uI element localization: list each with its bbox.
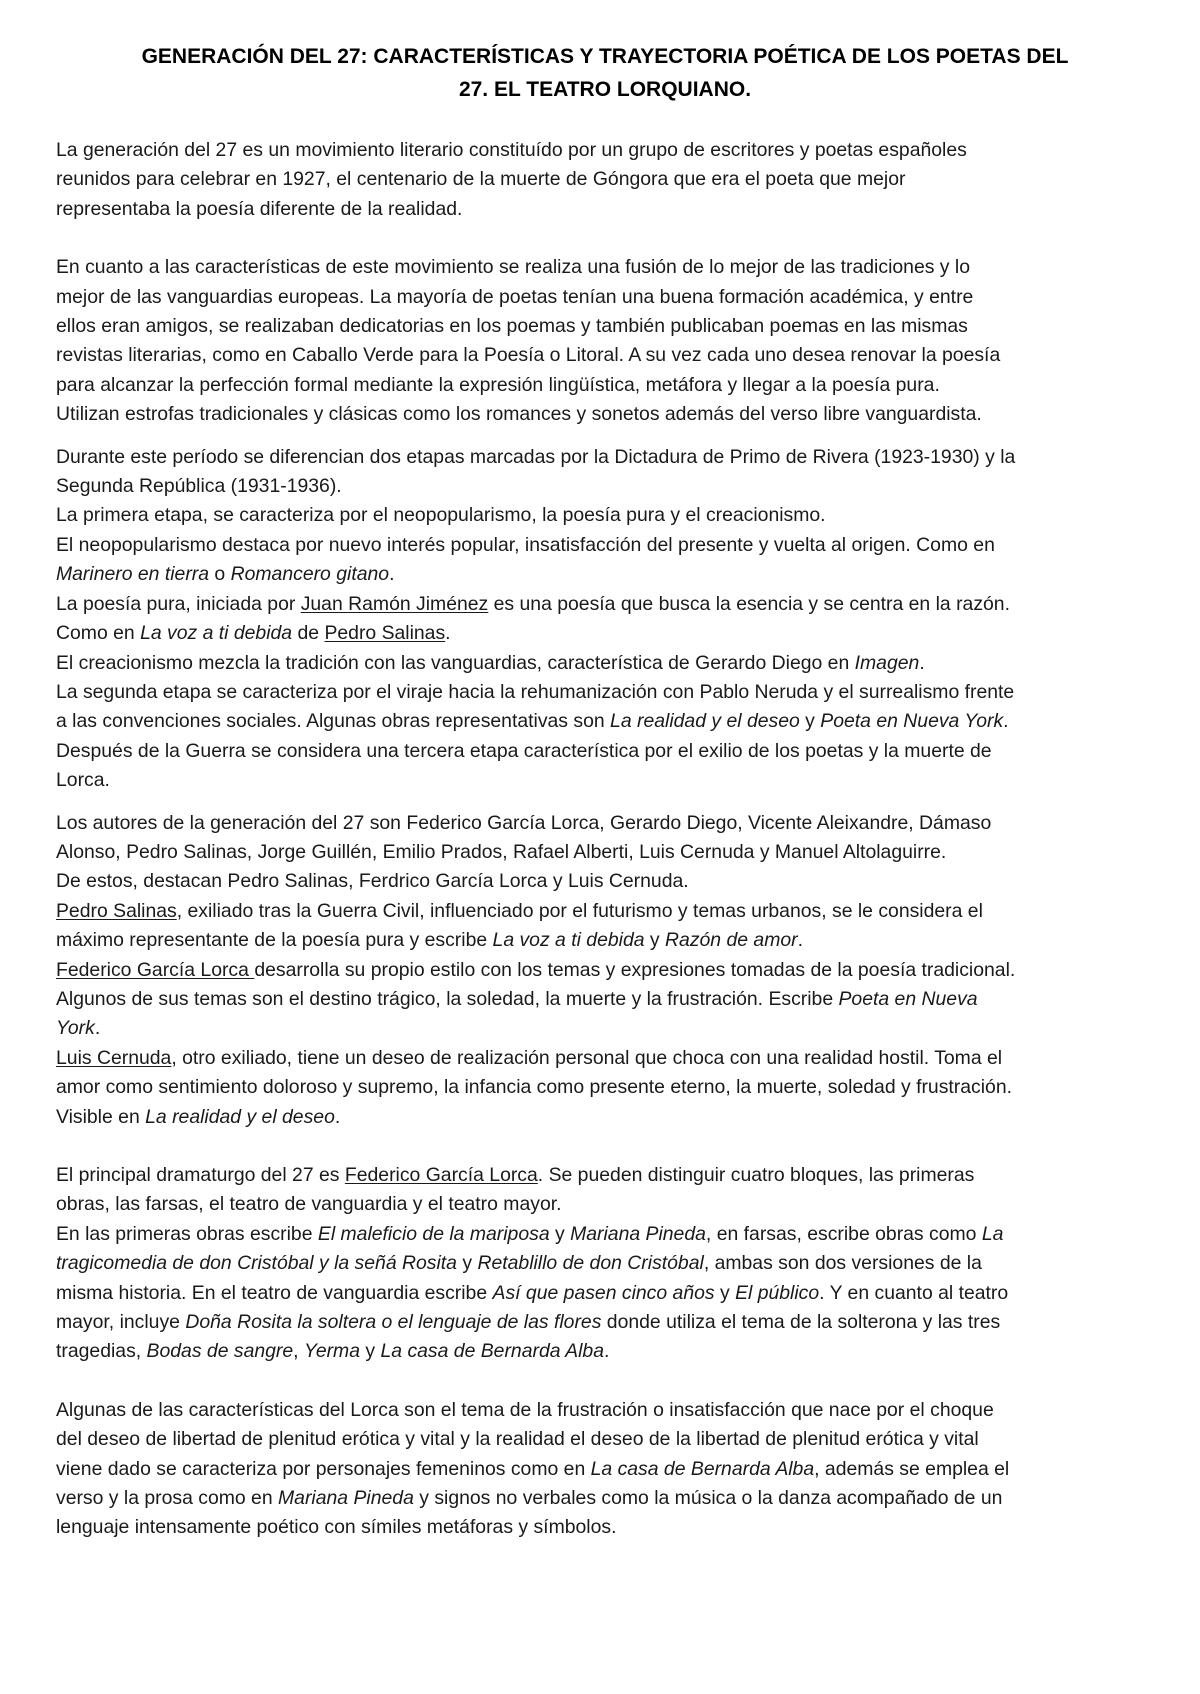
- text-run: y: [799, 710, 821, 733]
- work-title: York: [56, 1017, 95, 1040]
- text-run: .: [797, 929, 803, 952]
- text-line: El neopopularismo destaca por nuevo interés popular, insatisfacción del presente y vuelta al origen. Como en: [56, 533, 995, 556]
- text-run: .: [919, 651, 925, 674]
- work-title: Retablillo de don Cristóbal: [477, 1252, 704, 1275]
- work-title: Yerma: [303, 1340, 360, 1363]
- author-name: Pedro Salinas: [324, 622, 446, 645]
- text-run: mayor, incluye: [56, 1311, 186, 1334]
- text-line: [56, 956, 1160, 985]
- text-line: Después de la Guerra se considera una tercera etapa característica por el exilio de los poetas y la muerte de: [56, 739, 992, 762]
- text-run: a las convenciones sociales. Algunas obras representativas son: [56, 710, 611, 733]
- text-line: [56, 560, 1160, 589]
- author-name: Juan Ramón Jiménez: [300, 592, 489, 615]
- author-name: Federico García Lorca: [56, 958, 255, 981]
- text-run: .: [334, 1105, 341, 1128]
- text-run: . Se pueden distinguir cuatro bloques, las primeras: [537, 1164, 975, 1186]
- paragraph-spacer: [56, 1132, 1160, 1161]
- text-run: El principal dramaturgo del 27 es: [56, 1164, 345, 1186]
- work-title: tragicomedia de don Cristóbal y la señá Rosita: [56, 1252, 457, 1275]
- text-line: revistas literarias, como en Caballo Verde para la Poesía o Litoral. A su vez cada uno desea renovar la poesía: [56, 344, 1001, 367]
- paragraph-spacer: [56, 796, 1160, 809]
- text-line: Algunas de las características del Lorca son el tema de la frustración o insatisfacción que nace por el choque: [56, 1398, 994, 1421]
- text-line: [56, 1337, 1160, 1366]
- work-title: El maleficio de la mariposa: [317, 1222, 550, 1245]
- text-line: [56, 1103, 1160, 1132]
- text-line: [56, 1014, 1160, 1043]
- text-run: y: [456, 1252, 478, 1275]
- text-run: de: [292, 622, 325, 645]
- text-line: reunidos para celebrar en 1927, el centenario de la muerte de Góngora que era el poeta que mejor: [56, 168, 906, 191]
- document-title: [56, 40, 1160, 106]
- work-title: La realidad y el deseo: [145, 1105, 335, 1128]
- text-line: [56, 707, 1160, 736]
- text-line: [56, 897, 1160, 926]
- text-run: .: [1003, 710, 1009, 733]
- text-line: representaba la poesía diferente de la realidad.: [56, 197, 463, 220]
- text-line: obras, las farsas, el teatro de vanguardia y el teatro mayor.: [56, 1193, 562, 1216]
- text-run: Algunos de sus temas son el destino trágico, la soledad, la muerte y la frustración. Escribe: [56, 987, 839, 1010]
- text-line: Los autores de la generación del 27 son Federico García Lorca, Gerardo Diego, Vicente Aleixandre, Dámaso: [56, 811, 992, 834]
- text-line: [56, 1455, 1160, 1484]
- text-run: .: [604, 1340, 610, 1363]
- text-line: Lorca.: [56, 769, 110, 792]
- work-title: La voz a ti debida: [140, 622, 293, 645]
- text-run: La poesía pura, iniciada por: [56, 592, 301, 615]
- work-title: Así que pasen cinco años: [492, 1281, 715, 1304]
- work-title: Razón de amor: [665, 929, 798, 952]
- text-line: La generación del 27 es un movimiento literario constituído por un grupo de escritores y poetas españoles: [56, 139, 967, 161]
- text-line: De estos, destacan Pedro Salinas, Ferdrico García Lorca y Luis Cernuda.: [56, 870, 689, 893]
- text-line: Durante este período se diferencian dos etapas marcadas por la Dictadura de Primo de Rivera (1923-1930) y la: [56, 445, 1016, 468]
- text-run: y: [549, 1222, 571, 1245]
- title-line: 27. EL TEATRO LORQUIANO.: [458, 78, 752, 101]
- text-run: misma historia. En el teatro de vanguardia escribe: [56, 1281, 493, 1304]
- paragraph-spacer: [56, 224, 1160, 253]
- paragraph-stages: [56, 443, 1160, 796]
- text-run: y: [714, 1281, 736, 1304]
- text-run: El creacionismo mezcla la tradición con las vanguardias, característica de Gerardo Diego en: [56, 651, 855, 674]
- text-line: [56, 1044, 1160, 1073]
- text-run: máximo representante de la poesía pura y escribe: [56, 929, 493, 952]
- text-run: es una poesía que busca la esencia y se centra en la razón.: [488, 592, 1010, 615]
- text-run: En las primeras obras escribe: [56, 1222, 318, 1245]
- work-title: Romancero gitano: [230, 563, 390, 586]
- text-run: viene dado se caracteriza por personajes femeninos como en: [56, 1457, 591, 1480]
- text-run: , ambas son dos versiones de la: [703, 1252, 982, 1275]
- author-name: Federico García Lorca: [344, 1164, 538, 1186]
- paragraph-characteristics: [56, 253, 1160, 429]
- paragraph-intro: [56, 136, 1160, 224]
- work-title: La voz a ti debida: [492, 929, 645, 952]
- text-line: [56, 649, 1160, 678]
- text-run: .: [94, 1017, 101, 1040]
- title-line: GENERACIÓN DEL 27: CARACTERÍSTICAS Y TRAYECTORIA POÉTICA DE LOS POETAS DEL: [141, 45, 1069, 68]
- work-title: La casa de Bernarda Alba: [380, 1340, 604, 1363]
- work-title: La: [981, 1222, 1004, 1245]
- author-name: Luis Cernuda: [56, 1046, 172, 1069]
- text-line: ellos eran amigos, se realizaban dedicatorias en los poemas y también publicaban poemas en las mismas: [56, 315, 968, 338]
- work-title: Bodas de sangre: [146, 1340, 294, 1363]
- text-line: La segunda etapa se caracteriza por el viraje hacia la rehumanización con Pablo Neruda y el surrealismo frente: [56, 680, 1015, 703]
- text-run: , exiliado tras la Guerra Civil, influenciado por el futurismo y temas urbanos, se le considera el: [176, 899, 983, 922]
- text-run: y: [644, 929, 666, 952]
- work-title: Marinero en tierra: [56, 563, 210, 586]
- work-title: Imagen: [854, 651, 920, 674]
- work-title: Poeta en Nueva: [838, 987, 978, 1010]
- text-line: [56, 1279, 1160, 1308]
- text-line: [56, 619, 1160, 648]
- text-run: ,: [293, 1340, 304, 1363]
- text-line: Segunda República (1931-1936).: [56, 475, 342, 498]
- text-run: .: [389, 563, 395, 586]
- text-run: , en farsas, escribe obras como: [705, 1222, 982, 1245]
- text-run: verso y la prosa como en: [56, 1487, 279, 1510]
- text-run: y signos no verbales como la música o la danza acompañado de un: [413, 1487, 1003, 1510]
- work-title: La realidad y el deseo: [610, 710, 800, 733]
- text-line: [56, 1484, 1160, 1513]
- text-line: del deseo de libertad de plenitud erótica y vital y la realidad el deseo de la libertad de plenitud erótica y vital: [56, 1428, 979, 1451]
- paragraph-lorca-features: [56, 1396, 1160, 1543]
- text-line: [56, 1220, 1160, 1249]
- text-line: amor como sentimiento doloroso y supremo, la infancia como presente eterno, la muerte, soledad y frustración.: [56, 1076, 1013, 1099]
- text-line: [56, 590, 1160, 619]
- text-run: , además se emplea el: [814, 1457, 1010, 1480]
- work-title: Doña Rosita la soltera o el lenguaje de las flores: [185, 1311, 602, 1334]
- work-title: Poeta en Nueva York: [820, 710, 1004, 733]
- text-run: o: [209, 563, 231, 586]
- text-run: . Y en cuanto al teatro: [819, 1281, 1009, 1304]
- text-line: lenguaje intensamente poético con símiles metáforas y símbolos.: [56, 1516, 617, 1539]
- text-run: donde utiliza el tema de la solterona y las tres: [601, 1311, 1001, 1334]
- text-line: Utilizan estrofas tradicionales y clásicas como los romances y sonetos además del verso libre vanguardista.: [56, 403, 982, 426]
- paragraph-authors: [56, 809, 1160, 1132]
- text-run: Como en: [56, 622, 141, 645]
- work-title: Mariana Pineda: [278, 1487, 414, 1510]
- text-run: tragedias,: [56, 1340, 147, 1363]
- text-line: [56, 926, 1160, 955]
- text-line: [56, 1249, 1160, 1278]
- text-run: Visible en: [56, 1105, 146, 1128]
- author-name: Pedro Salinas: [56, 899, 177, 922]
- text-line: [56, 1161, 1160, 1190]
- paragraph-lorca-theatre: [56, 1161, 1160, 1367]
- text-run: desarrolla su propio estilo con los temas y expresiones tomadas de la poesía tradicional.: [254, 958, 1016, 981]
- text-run: .: [445, 622, 451, 645]
- text-line: para alcanzar la perfección formal mediante la expresión lingüística, metáfora y llegar a la poesía pura.: [56, 373, 940, 396]
- text-line: [56, 985, 1160, 1014]
- paragraph-spacer: [56, 1367, 1160, 1396]
- work-title: La casa de Bernarda Alba: [590, 1457, 815, 1480]
- text-line: Alonso, Pedro Salinas, Jorge Guillén, Emilio Prados, Rafael Alberti, Luis Cernuda y Manuel Altolaguirre.: [56, 840, 947, 863]
- work-title: El público: [735, 1281, 820, 1304]
- text-run: y: [360, 1340, 381, 1363]
- text-line: La primera etapa, se caracteriza por el neopopularismo, la poesía pura y el creacionismo.: [56, 504, 826, 527]
- paragraph-spacer: [56, 430, 1160, 443]
- text-line: mejor de las vanguardias europeas. La mayoría de poetas tenían una buena formación académica, y entre: [56, 285, 974, 308]
- text-line: [56, 1308, 1160, 1337]
- text-line: En cuanto a las características de este movimiento se realiza una fusión de lo mejor de las tradiciones y lo: [56, 256, 970, 279]
- work-title: Mariana Pineda: [570, 1222, 706, 1245]
- text-run: , otro exiliado, tiene un deseo de realización personal que choca con una realidad hostil. Toma el: [171, 1046, 1003, 1069]
